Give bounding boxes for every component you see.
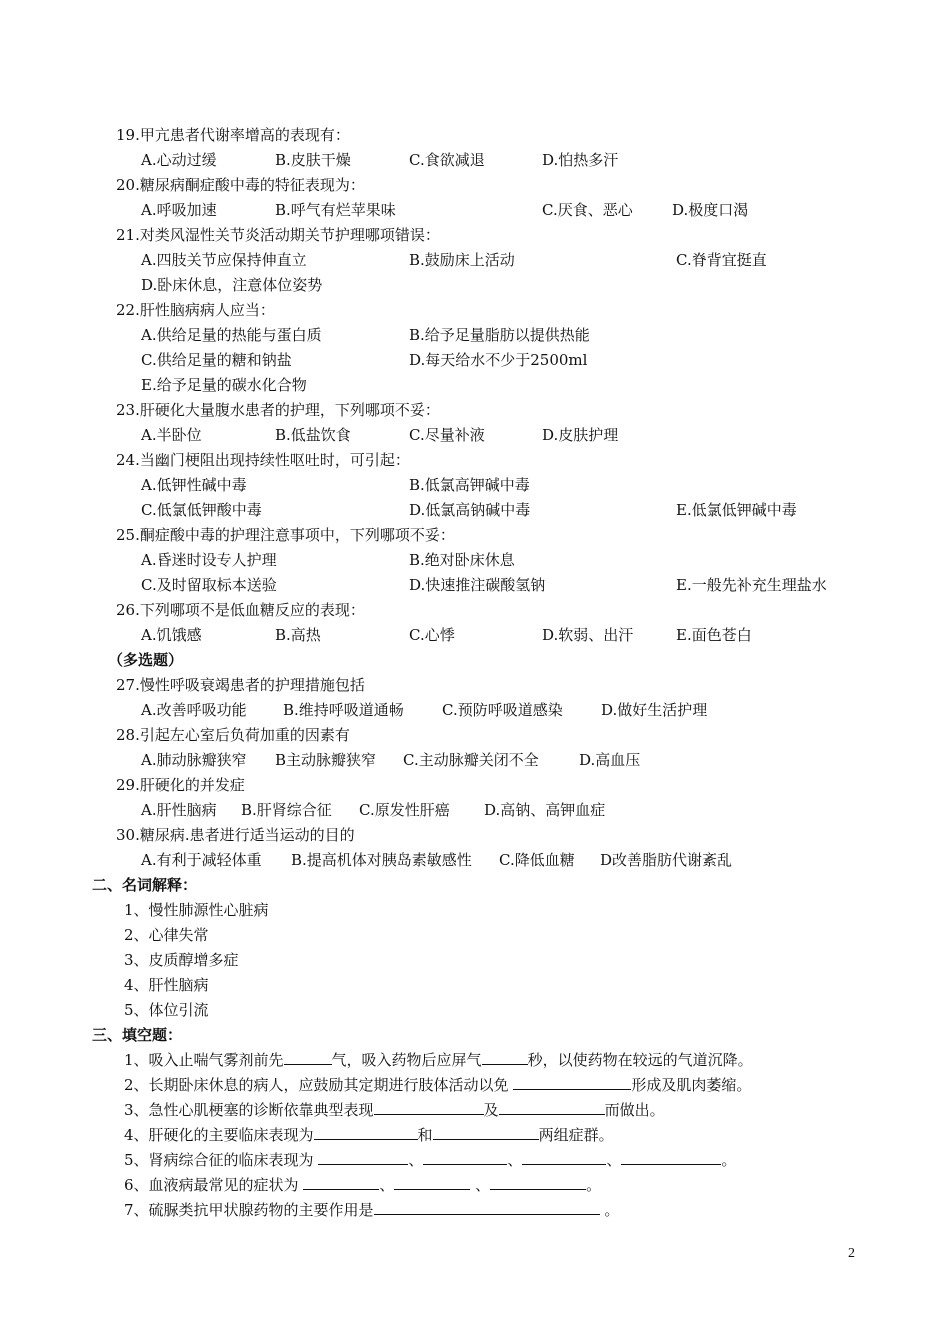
text-part: 3、急性心肌梗塞的诊断依靠典型表现 [124, 1101, 374, 1119]
option: B.高热 [275, 626, 321, 644]
option: A.低钾性碱中毒 [141, 476, 247, 494]
text-part: 而做出。 [604, 1101, 665, 1119]
text-part: 5、肾病综合征的临床表现为 [124, 1151, 319, 1169]
text-part: 。 [586, 1176, 602, 1194]
answer-blank[interactable] [499, 1098, 605, 1115]
text-part: 、 [470, 1176, 491, 1194]
option: B.呼气有烂苹果味 [275, 201, 396, 219]
option: B.鼓励床上活动 [409, 251, 515, 269]
fill-blank-item-1 [124, 1048, 753, 1073]
question-22-option-e: E.给予足量的碳水化合物 [141, 376, 307, 394]
term-item: 5、体位引流 [124, 1001, 209, 1019]
question-28-stem: 28.引起左心室后负荷加重的因素有 [116, 726, 350, 744]
question-20-stem: 20.糖尿病酮症酸中毒的特征表现为： [116, 176, 365, 194]
text-part: 两组症群。 [538, 1126, 614, 1144]
option: B主动脉瓣狭窄 [275, 751, 377, 769]
fill-blank-item-4 [124, 1123, 614, 1148]
answer-blank[interactable] [433, 1123, 539, 1140]
text-part: 、 [408, 1151, 424, 1169]
option: D.皮肤护理 [542, 426, 619, 444]
option: D.高血压 [579, 751, 641, 769]
option: C.预防呼吸道感染 [442, 701, 563, 719]
option: B.低氯高钾碱中毒 [409, 476, 530, 494]
option: C.厌食、恶心 [542, 201, 633, 219]
option: A.肝性脑病 [141, 801, 217, 819]
text-part: 气，吸入药物后应屏气 [331, 1051, 482, 1069]
term-item: 4、肝性脑病 [124, 976, 209, 994]
answer-blank[interactable] [621, 1148, 721, 1165]
text-part: 。 [721, 1151, 737, 1169]
term-item: 1、慢性肺源性心脏病 [124, 901, 269, 919]
option: A.有利于减轻体重 [141, 851, 262, 869]
text-part: 6、血液病最常见的症状为 [124, 1176, 304, 1194]
question-21-option-d: D.卧床休息，注意体位姿势 [141, 276, 323, 294]
option: A.改善呼吸功能 [141, 701, 247, 719]
option: B.绝对卧床休息 [409, 551, 515, 569]
fill-blank-item-5 [124, 1148, 736, 1173]
option: C.及时留取标本送验 [141, 576, 277, 594]
question-19-stem: 19.甲亢患者代谢率增高的表现有： [116, 126, 350, 144]
option: A.肺动脉瓣狭窄 [141, 751, 247, 769]
option: B.给予足量脂肪以提供热能 [409, 326, 590, 344]
fill-blank-item-2 [124, 1073, 751, 1098]
answer-blank[interactable] [513, 1073, 631, 1090]
option: D.高钠、高钾血症 [484, 801, 606, 819]
question-27-stem: 27.慢性呼吸衰竭患者的护理措施包括 [116, 676, 365, 694]
text-part: 、 [507, 1151, 523, 1169]
option: C.供给足量的糖和钠盐 [141, 351, 292, 369]
option: A.供给足量的热能与蛋白质 [141, 326, 322, 344]
fill-blank-item-3 [124, 1098, 665, 1123]
question-25-stem: 25.酮症酸中毒的护理注意事项中，下列哪项不妥： [116, 526, 455, 544]
option: C.低氯低钾酸中毒 [141, 501, 262, 519]
option: A.心动过缓 [141, 151, 217, 169]
answer-blank[interactable] [522, 1148, 606, 1165]
answer-blank[interactable] [314, 1123, 418, 1140]
option: B.维持呼吸道通畅 [283, 701, 404, 719]
option: C.原发性肝癌 [359, 801, 450, 819]
option: D.低氯高钠碱中毒 [409, 501, 531, 519]
option: A.呼吸加速 [141, 201, 217, 219]
answer-blank[interactable] [284, 1048, 332, 1065]
option: C.降低血糖 [499, 851, 575, 869]
question-21-stem: 21.对类风湿性关节炎活动期关节护理哪项错误： [116, 226, 440, 244]
option: C.尽量补液 [409, 426, 485, 444]
text-part: 秒，以使药物在较远的气道沉降。 [527, 1051, 753, 1069]
answer-blank[interactable] [394, 1173, 470, 1190]
option: D.快速推注碳酸氢钠 [409, 576, 546, 594]
answer-blank[interactable] [374, 1098, 484, 1115]
text-part: 7、硫脲类抗甲状腺药物的主要作用是 [124, 1201, 374, 1219]
option: D.怕热多汗 [542, 151, 619, 169]
text-part: 和 [417, 1126, 433, 1144]
fill-blank-item-7 [124, 1198, 619, 1223]
answer-blank[interactable] [423, 1148, 507, 1165]
answer-blank[interactable] [482, 1048, 528, 1065]
option: C.心悸 [409, 626, 455, 644]
option: C.主动脉瓣关闭不全 [403, 751, 539, 769]
question-23-stem: 23.肝硬化大量腹水患者的护理，下列哪项不妥： [116, 401, 440, 419]
question-24-stem: 24.当幽门梗阻出现持续性呕吐时，可引起： [116, 451, 410, 469]
option: C.食欲减退 [409, 151, 485, 169]
text-part: 2、长期卧床休息的病人，应鼓励其定期进行肢体活动以免 [124, 1076, 514, 1094]
answer-blank[interactable] [374, 1198, 600, 1215]
option: A.四肢关节应保持伸直立 [141, 251, 307, 269]
text-part: 1、吸入止喘气雾剂前先 [124, 1051, 284, 1069]
option: D改善脂肪代谢紊乱 [600, 851, 733, 869]
option: E.低氯低钾碱中毒 [676, 501, 797, 519]
text-part: 。 [599, 1201, 620, 1219]
text-part: 形成及肌肉萎缩。 [631, 1076, 752, 1094]
option: D.极度口渴 [672, 201, 749, 219]
option: B.皮肤干燥 [275, 151, 351, 169]
option: D.做好生活护理 [601, 701, 708, 719]
option: B.提高机体对胰岛素敏感性 [291, 851, 472, 869]
option: E.一般先补充生理盐水 [676, 576, 827, 594]
term-item: 3、皮质醇增多症 [124, 951, 239, 969]
question-26-stem: 26.下列哪项不是低血糖反应的表现： [116, 601, 365, 619]
option: B.低盐饮食 [275, 426, 351, 444]
section-2-heading: 二、名词解释： [92, 876, 198, 894]
text-part: 及 [483, 1101, 499, 1119]
text-part: 4、肝硬化的主要临床表现为 [124, 1126, 314, 1144]
option: A.昏迷时设专人护理 [141, 551, 277, 569]
option: A.半卧位 [141, 426, 202, 444]
question-29-stem: 29.肝硬化的并发症 [116, 776, 245, 794]
term-item: 2、心律失常 [124, 926, 209, 944]
option: A.饥饿感 [141, 626, 202, 644]
answer-blank[interactable] [490, 1173, 586, 1190]
text-part: 、 [606, 1151, 622, 1169]
multi-choice-heading: （多选题） [108, 651, 184, 669]
answer-blank[interactable] [303, 1173, 379, 1190]
section-3-heading: 三、填空题： [92, 1026, 183, 1044]
option: D.软弱、出汗 [542, 626, 634, 644]
question-22-stem: 22.肝性脑病病人应当： [116, 301, 275, 319]
fill-blank-item-6 [124, 1173, 601, 1198]
option: C.脊背宜挺直 [676, 251, 767, 269]
text-part: 、 [379, 1176, 395, 1194]
answer-blank[interactable] [318, 1148, 408, 1165]
option: B.肝肾综合征 [241, 801, 332, 819]
question-30-stem: 30.糖尿病.患者进行适当运动的目的 [116, 826, 355, 844]
option: E.面色苍白 [676, 626, 752, 644]
page-number: 2 [848, 1246, 855, 1261]
option: D.每天给水不少于2500ml [409, 351, 588, 369]
